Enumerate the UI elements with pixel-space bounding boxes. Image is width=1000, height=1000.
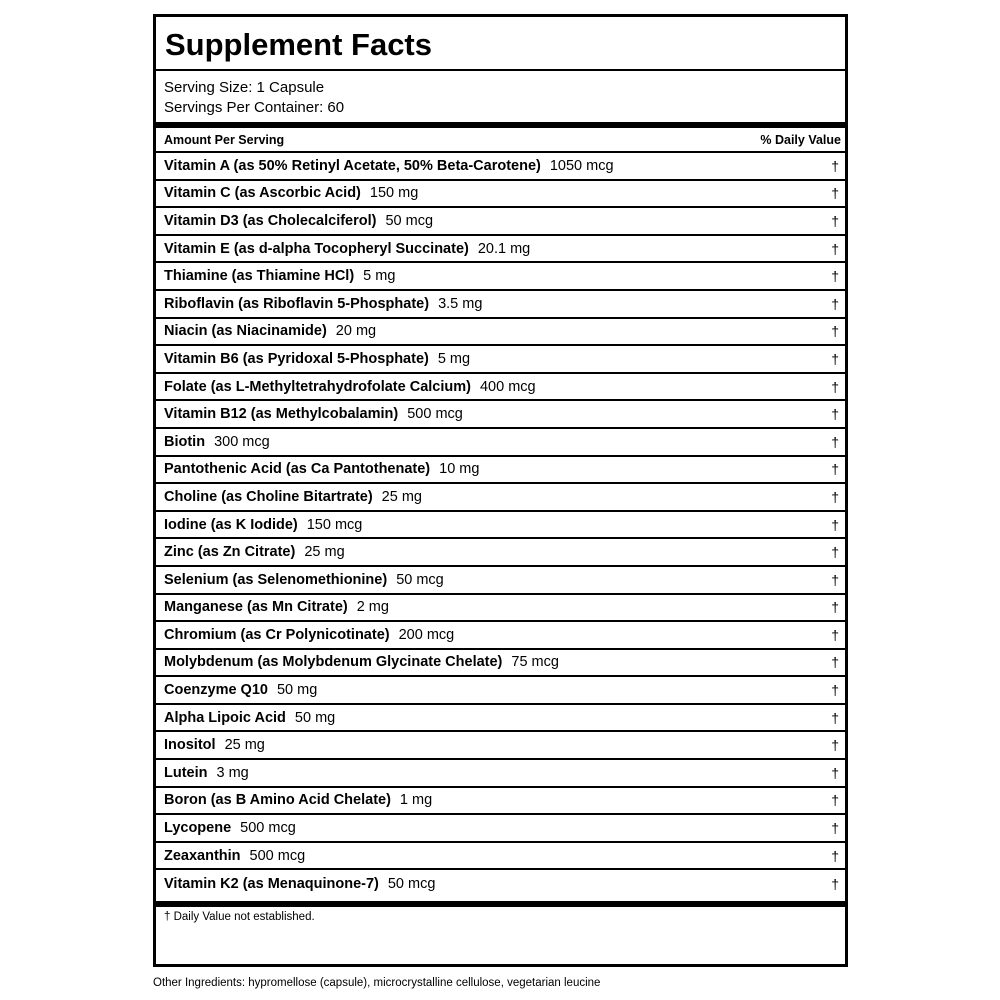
- nutrient-left: [164, 323, 376, 339]
- nutrient-left: [164, 627, 454, 643]
- nutrient-name: Vitamin C (as Ascorbic Acid): [164, 185, 361, 202]
- nutrient-name: Zeaxanthin: [164, 847, 241, 864]
- nutrient-daily-value: †: [831, 185, 839, 202]
- nutrient-name: Inositol: [164, 737, 216, 754]
- nutrient-left: [164, 434, 270, 450]
- nutrient-row: [156, 512, 845, 540]
- supplement-facts-panel: [153, 14, 848, 967]
- nutrient-row: [156, 457, 845, 485]
- nutrient-left: [164, 599, 389, 615]
- nutrient-daily-value: †: [831, 488, 839, 505]
- nutrient-daily-value: †: [831, 571, 839, 588]
- nutrient-name: Zinc (as Zn Citrate): [164, 544, 296, 561]
- nutrient-left: [164, 682, 317, 698]
- nutrient-row: [156, 788, 845, 816]
- nutrient-daily-value: †: [831, 847, 839, 864]
- nutrient-left: [164, 379, 536, 395]
- nutrient-name: Niacin (as Niacinamide): [164, 323, 327, 340]
- nutrient-amount: 25 mg: [224, 737, 265, 754]
- nutrient-left: [164, 737, 265, 753]
- nutrient-daily-value: †: [831, 544, 839, 561]
- nutrient-daily-value: †: [831, 820, 839, 837]
- nutrient-name: Vitamin B6 (as Pyridoxal 5-Phosphate): [164, 350, 429, 367]
- nutrient-daily-value: †: [831, 406, 839, 423]
- nutrient-name: Alpha Lipoic Acid: [164, 709, 286, 726]
- nutrient-daily-value: †: [831, 682, 839, 699]
- amount-per-serving-header: Amount Per Serving: [164, 132, 285, 147]
- nutrient-name: Vitamin K2 (as Menaquinone-7): [164, 876, 379, 893]
- nutrient-row: [156, 263, 845, 291]
- nutrient-daily-value: †: [831, 157, 839, 174]
- nutrient-amount: 50 mg: [276, 682, 318, 699]
- nutrient-amount: 2 mg: [356, 599, 389, 616]
- nutrient-daily-value: †: [831, 433, 839, 450]
- nutrient-name: Choline (as Choline Bitartrate): [164, 488, 373, 505]
- footnote: † Daily Value not established.: [164, 911, 315, 924]
- nutrient-row: [156, 401, 845, 429]
- nutrient-name: Riboflavin (as Riboflavin 5-Phosphate): [164, 295, 430, 312]
- nutrient-name: Boron (as B Amino Acid Chelate): [164, 792, 391, 809]
- nutrient-name: Chromium (as Cr Polynicotinate): [164, 626, 390, 643]
- nutrient-row: [156, 870, 845, 898]
- nutrient-daily-value: †: [831, 654, 839, 671]
- nutrient-left: [164, 351, 470, 367]
- nutrient-left: [164, 820, 296, 836]
- nutrient-name: Pantothenic Acid (as Ca Pantothenate): [164, 461, 431, 478]
- nutrient-amount: 75 mcg: [511, 654, 559, 671]
- nutrient-daily-value: †: [831, 599, 839, 616]
- other-ingredients: Other Ingredients: hypromellose (capsule), microcrystalline cellulose, vegetarian leucine: [153, 977, 601, 989]
- nutrient-name: Iodine (as K Iodide): [164, 516, 298, 533]
- nutrient-list: [156, 153, 845, 898]
- nutrient-left: [164, 406, 463, 422]
- nutrient-amount: 500 mcg: [240, 820, 296, 837]
- nutrient-name: Lycopene: [164, 820, 232, 837]
- nutrient-name: Thiamine (as Thiamine HCl): [164, 268, 355, 285]
- nutrient-amount: 5 mg: [437, 350, 471, 367]
- nutrient-row: [156, 567, 845, 595]
- nutrient-name: Selenium (as Selenomethionine): [164, 571, 388, 588]
- nutrient-amount: 1050 mcg: [549, 157, 614, 174]
- nutrient-left: [164, 185, 418, 201]
- nutrient-left: [164, 876, 435, 892]
- serving-size: Serving Size: 1 Capsule: [164, 79, 325, 96]
- nutrient-row: [156, 153, 845, 181]
- nutrient-amount: 500 mcg: [407, 406, 463, 423]
- nutrient-row: [156, 595, 845, 623]
- nutrient-row: [156, 843, 845, 871]
- nutrient-row: [156, 677, 845, 705]
- nutrient-daily-value: †: [831, 240, 839, 257]
- nutrient-amount: 5 mg: [363, 268, 396, 285]
- nutrient-amount: 25 mg: [304, 544, 345, 561]
- nutrient-left: [164, 848, 305, 864]
- nutrient-amount: 50 mcg: [396, 571, 444, 588]
- daily-value-header: % Daily Value: [760, 132, 841, 147]
- nutrient-name: Manganese (as Mn Citrate): [164, 599, 348, 616]
- nutrient-daily-value: †: [831, 323, 839, 340]
- nutrient-row: [156, 815, 845, 843]
- nutrient-row: [156, 319, 845, 347]
- nutrient-row: [156, 208, 845, 236]
- nutrient-daily-value: †: [831, 709, 839, 726]
- nutrient-row: [156, 346, 845, 374]
- nutrient-left: [164, 654, 559, 670]
- nutrient-row: [156, 705, 845, 733]
- nutrient-daily-value: †: [831, 461, 839, 478]
- nutrient-amount: 500 mcg: [249, 847, 306, 864]
- nutrient-left: [164, 710, 335, 726]
- nutrient-row: [156, 760, 845, 788]
- nutrient-daily-value: †: [831, 378, 839, 395]
- nutrient-amount: 3.5 mg: [438, 295, 483, 312]
- nutrient-amount: 10 mg: [439, 461, 480, 478]
- nutrient-amount: 25 mg: [381, 488, 422, 505]
- nutrient-daily-value: †: [831, 268, 839, 285]
- nutrient-amount: 20.1 mg: [477, 240, 531, 257]
- nutrient-name: Molybdenum (as Molybdenum Glycinate Chelate): [164, 654, 503, 671]
- nutrient-left: [164, 296, 482, 312]
- nutrient-amount: 50 mcg: [387, 876, 436, 893]
- nutrient-amount: 1 mg: [399, 792, 433, 809]
- nutrient-row: [156, 484, 845, 512]
- nutrient-daily-value: †: [831, 626, 839, 643]
- nutrient-daily-value: †: [831, 737, 839, 754]
- nutrient-name: Lutein: [164, 764, 208, 781]
- nutrient-row: [156, 291, 845, 319]
- nutrient-row: [156, 181, 845, 209]
- column-header-row: [156, 128, 845, 153]
- serving-info: [156, 71, 845, 122]
- nutrient-row: [156, 374, 845, 402]
- nutrient-left: [164, 792, 432, 808]
- nutrient-daily-value: †: [831, 876, 839, 893]
- nutrient-row: [156, 650, 845, 678]
- nutrient-amount: 150 mcg: [306, 516, 363, 533]
- nutrient-daily-value: †: [831, 516, 839, 533]
- nutrient-left: [164, 241, 530, 257]
- nutrient-daily-value: †: [831, 295, 839, 312]
- nutrient-daily-value: †: [831, 764, 839, 781]
- nutrient-daily-value: †: [831, 350, 839, 367]
- nutrient-left: [164, 544, 345, 560]
- nutrient-name: Coenzyme Q10: [164, 682, 268, 699]
- nutrient-row: [156, 732, 845, 760]
- nutrient-left: [164, 158, 614, 174]
- nutrient-amount: 50 mg: [294, 709, 336, 726]
- nutrient-left: [164, 765, 249, 781]
- nutrient-name: Folate (as L-Methyltetrahydrofolate Calcium): [164, 378, 471, 395]
- nutrient-name: Biotin: [164, 433, 206, 450]
- nutrient-left: [164, 517, 362, 533]
- nutrient-left: [164, 489, 422, 505]
- nutrient-left: [164, 268, 395, 284]
- nutrient-amount: 400 mcg: [479, 378, 536, 395]
- nutrient-amount: 300 mcg: [214, 433, 270, 450]
- nutrient-amount: 200 mcg: [398, 626, 455, 643]
- nutrient-row: [156, 539, 845, 567]
- servings-per-container: Servings Per Container: 60: [164, 99, 345, 116]
- nutrient-name: Vitamin A (as 50% Retinyl Acetate, 50% Beta-Carotene): [164, 157, 541, 174]
- nutrient-amount: 50 mcg: [385, 212, 434, 229]
- nutrient-name: Vitamin E (as d-alpha Tocopheryl Succinate): [164, 240, 469, 257]
- nutrient-row: [156, 622, 845, 650]
- nutrient-name: Vitamin B12 (as Methylcobalamin): [164, 406, 399, 423]
- panel-title: Supplement Facts: [156, 17, 845, 71]
- nutrient-left: [164, 572, 444, 588]
- nutrient-row: [156, 236, 845, 264]
- nutrient-row: [156, 429, 845, 457]
- nutrient-amount: 20 mg: [335, 323, 377, 340]
- nutrient-daily-value: †: [831, 212, 839, 229]
- nutrient-amount: 150 mg: [369, 185, 419, 202]
- nutrient-name: Vitamin D3 (as Cholecalciferol): [164, 212, 377, 229]
- nutrient-amount: 3 mg: [216, 764, 249, 781]
- nutrient-left: [164, 213, 433, 229]
- nutrient-left: [164, 461, 479, 477]
- nutrient-daily-value: †: [831, 792, 839, 809]
